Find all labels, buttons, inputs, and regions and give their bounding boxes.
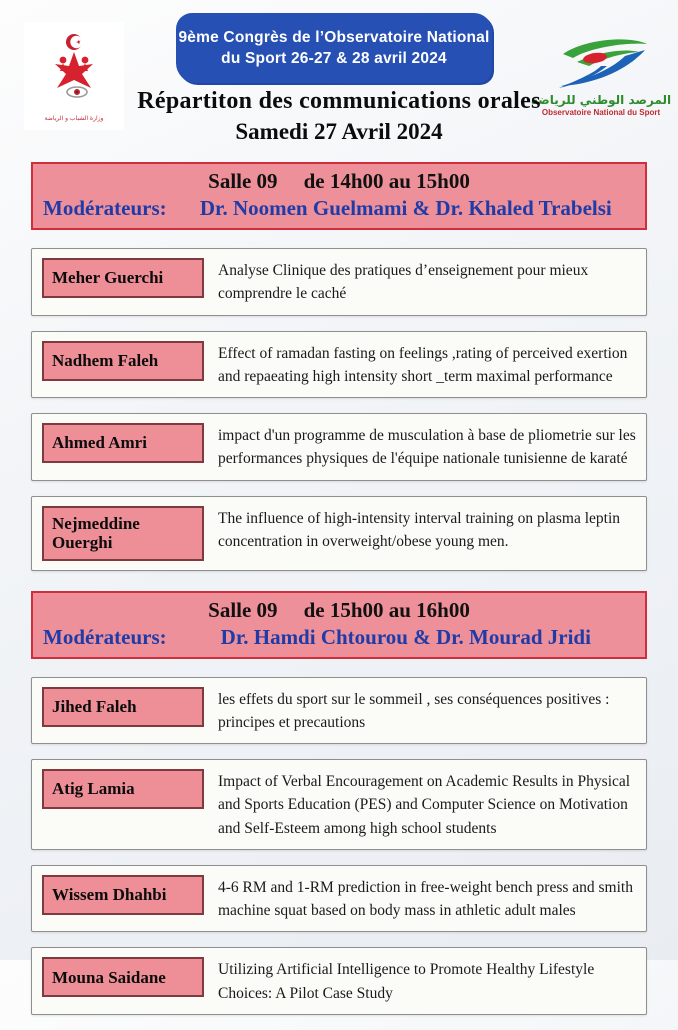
- moderators-label: Modérateurs:: [43, 624, 167, 649]
- observatoire-swoosh-icon: [547, 36, 655, 94]
- talk-card: [31, 677, 647, 745]
- date-title: Samedi 27 Avril 2024: [235, 119, 443, 144]
- session-block-1: [31, 162, 647, 571]
- talk-card: [31, 947, 647, 1015]
- moderators-label: Modérateurs:: [43, 196, 167, 220]
- session-2-header: [31, 591, 647, 659]
- sessions-list: [31, 162, 647, 1030]
- session-1-room-time: [43, 169, 635, 194]
- titles: [0, 88, 678, 145]
- session-2-salle: Salle 09: [208, 597, 278, 622]
- talk-card: [31, 759, 647, 850]
- speaker-name-box: Nejmeddine Ouerghi: [42, 506, 204, 561]
- session-2-time: de 15h00 au 16h00: [303, 597, 470, 622]
- talk-title: Impact of Verbal Encouragement on Academic Results in Physical and Sports Education (PES) and Computer Science on Motivation and Self-Esteem among high school students: [218, 773, 631, 837]
- speaker-name-box: Mouna Saidane: [42, 957, 204, 997]
- moderators-names: Dr. Noomen Guelmami & Dr. Khaled Trabelsi: [199, 196, 612, 220]
- observatoire-french-name: Observatoire National du Sport: [541, 108, 661, 118]
- moderators-names: Dr. Hamdi Chtourou & Dr. Mourad Jridi: [220, 624, 591, 649]
- page-title: Répartiton des communications orales: [137, 88, 541, 114]
- talk-title: les effets du sport sur le sommeil , ses conséquences positives : principes et precautions: [218, 690, 610, 731]
- speaker-name-box: Jihed Faleh: [42, 687, 204, 727]
- congress-banner: [176, 13, 492, 83]
- talk-title: Effect of ramadan fasting on feelings ,rating of perceived exertion and repaeating high intensity short _term maximal performance: [218, 344, 628, 385]
- talk-title: Analyse Clinique des pratiques d’enseignement pour mieux comprendre le caché: [218, 262, 589, 303]
- banner-line1: 9ème Congrès de l’Observatoire National: [178, 28, 490, 46]
- talk-card: [31, 248, 647, 316]
- talk-title: Utilizing Artificial Intelligence to Promote Healthy Lifestyle Choices: A Pilot Case Study: [218, 961, 595, 1002]
- speaker-name-box: Ahmed Amri: [42, 423, 204, 463]
- talk-card: [31, 413, 647, 481]
- header: [0, 0, 678, 158]
- observatoire-arabic-name: المرصد الوطني للرياضة: [530, 93, 672, 107]
- session-2-room-time: [43, 598, 635, 623]
- talk-title: 4-6 RM and 1-RM prediction in free-weight bench press and smith machine squat based on body mass in athletic adult males: [218, 878, 633, 920]
- session-block-2: [31, 591, 647, 1015]
- speaker-name-box: Nadhem Faleh: [42, 341, 204, 381]
- session-1-salle: Salle 09: [208, 169, 278, 193]
- speaker-name-box: Atig Lamia: [42, 769, 204, 809]
- talk-card: [31, 496, 647, 571]
- session-2-moderators: [43, 625, 635, 650]
- talk-card: [31, 865, 647, 933]
- talk-card: [31, 331, 647, 399]
- session-1-header: [31, 162, 647, 230]
- speaker-name-box: Wissem Dhahbi: [42, 875, 204, 915]
- ministry-logo-caption: وزارة الشباب و الرياضة: [44, 114, 104, 122]
- talk-title: impact d'un programme de musculation à base de pliometrie sur les performances physiques de l'équipe nationale tunisienne de karaté: [218, 427, 636, 468]
- talk-title: The influence of high-intensity interval training on plasma leptin concentration in overweight/obese young men.: [218, 509, 621, 550]
- speaker-name-box: Meher Guerchi: [42, 258, 204, 298]
- session-1-moderators: [43, 196, 635, 221]
- session-1-time: de 14h00 au 15h00: [303, 169, 470, 193]
- banner-line2: du Sport 26-27 & 28 avril 2024: [221, 49, 447, 67]
